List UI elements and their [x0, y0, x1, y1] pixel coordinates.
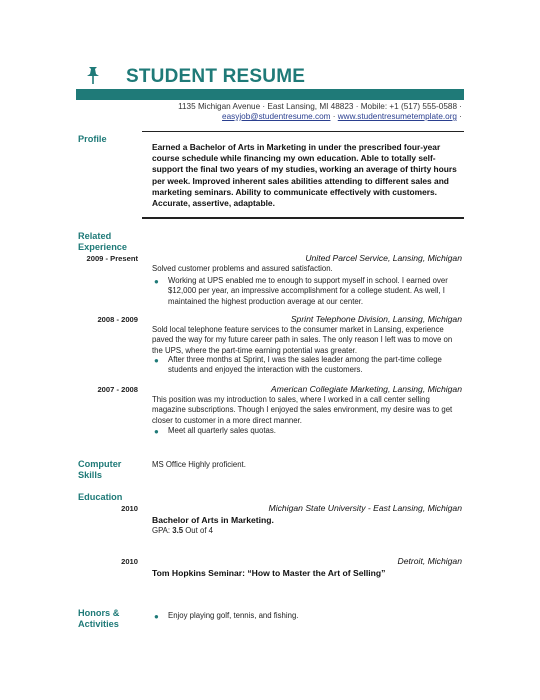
bullet-dot-icon: ●: [154, 356, 159, 365]
education-date: 2010: [121, 557, 138, 566]
education-gpa: GPA: 3.5 Out of 4: [152, 526, 213, 535]
bullet-dot-icon: ●: [154, 612, 159, 621]
section-education-heading: Education: [78, 492, 123, 502]
header-bar: [76, 89, 464, 100]
experience-org: American Collegiate Marketing, Lansing, Michigan: [270, 384, 462, 394]
education-date: 2010: [121, 504, 138, 513]
experience-org: Sprint Telephone Division, Lansing, Michigan: [290, 314, 462, 324]
contact-links: easyjob@studentresume.com · www.studentresumetemplate.org ·: [222, 112, 462, 121]
experience-bullet: ● After three months at Sprint, I was the sales leader among the part-time college students and enjoyed the interaction with the customers.: [154, 355, 442, 375]
bullet-dot-icon: ●: [154, 277, 159, 286]
experience-date: 2008 - 2009: [97, 315, 138, 324]
email-link[interactable]: easyjob@studentresume.com: [222, 112, 331, 121]
section-honors-heading: Honors & Activities: [78, 608, 120, 629]
experience-bullet: ● Working at UPS enabled me to enough to support myself in school. I earned over $12,000 per year, an impressive accomplishment for a college student. As well, I maintained the highest production average at our center.: [154, 276, 448, 306]
contact-address: 1135 Michigan Avenue · East Lansing, MI 48823 · Mobile: +1 (517) 555-0588 ·: [178, 102, 462, 111]
section-profile-heading: Profile: [78, 134, 107, 144]
section-experience-heading: Related Experience: [78, 231, 128, 252]
experience-desc: This position was my introduction to sales, where I worked in a call center selling magazine subscriptions. Though I enjoyed the sales environment, my desire was to get closer to customer in a more direct manner.: [152, 395, 453, 425]
experience-bullet: ● Meet all quarterly sales quotas.: [154, 426, 276, 436]
bullet-dot-icon: ●: [154, 427, 159, 436]
pushpin-icon: [84, 64, 106, 86]
profile-bottom-rule: [142, 217, 464, 219]
education-seminar: Tom Hopkins Seminar: “How to Master the Art of Selling”: [152, 568, 386, 578]
profile-top-rule: [142, 131, 464, 132]
honors-bullet: ● Enjoy playing golf, tennis, and fishing.: [154, 611, 299, 621]
resume-title: STUDENT RESUME: [126, 66, 306, 87]
experience-desc: Solved customer problems and assured satisfaction.: [152, 264, 333, 273]
experience-desc: Sold local telephone feature services to the consumer market in Lansing, experience paved the way for my future career path in sales. The only reason I left was to move on the UPS, where the part-time earning potential was greater.: [152, 325, 453, 355]
experience-date: 2007 - 2008: [97, 385, 138, 394]
education-degree: Bachelor of Arts in Marketing.: [152, 515, 274, 525]
website-link[interactable]: www.studentresumetemplate.org: [337, 112, 457, 121]
section-computer-skills-heading: Computer Skills: [78, 459, 122, 480]
computer-skills-text: MS Office Highly proficient.: [152, 460, 246, 469]
education-org: Michigan State University - East Lansing, Michigan: [268, 503, 462, 513]
profile-text: Earned a Bachelor of Arts in Marketing in under the prescribed four-year course schedule while financing my own education. Able to totally self-support the final two years of my studies, working an average of thirty hours per week. Improved inherent sales abilities attending to different sales and marketing seminars. Ability to communicate effectively with customers. Accurate, assertive, adaptable.: [152, 142, 457, 209]
experience-org: United Parcel Service, Lansing, Michigan: [305, 253, 462, 263]
experience-date: 2009 - Present: [86, 254, 138, 263]
education-org: Detroit, Michigan: [397, 556, 462, 566]
